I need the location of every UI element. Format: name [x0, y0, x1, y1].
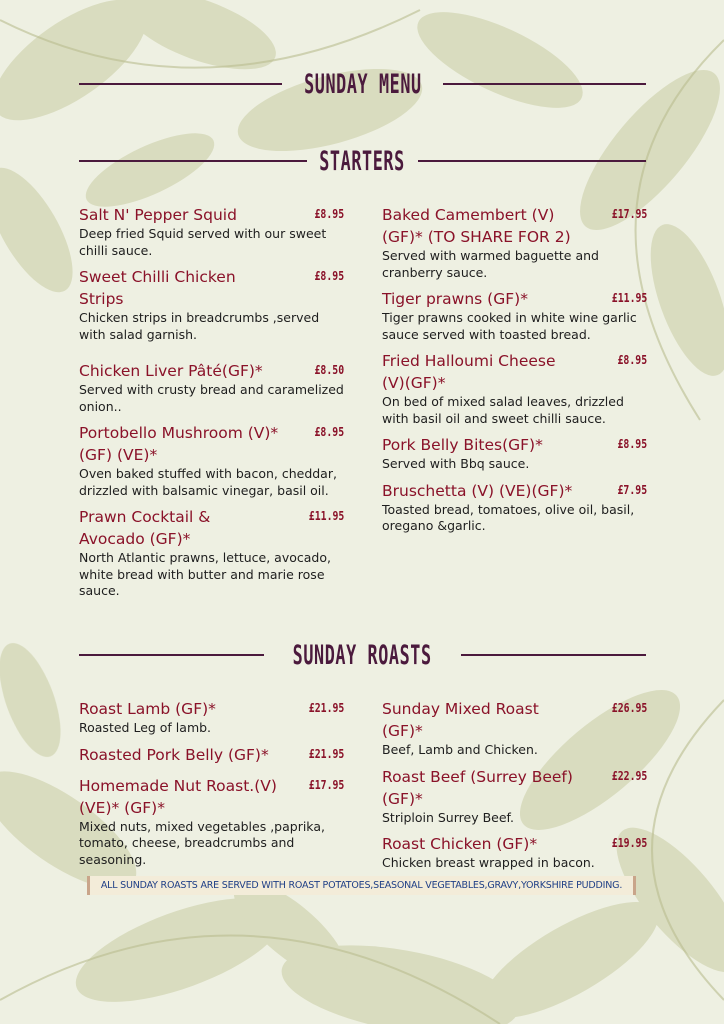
item-price: £17.95: [611, 207, 647, 221]
item-name: Sunday Mixed Roast (GF)*: [382, 700, 539, 740]
item-name: Homemade Nut Roast.(V) (VE)* (GF)*: [79, 776, 277, 817]
section-title-starters: STARTERS: [319, 145, 406, 177]
item-description: Served with Bbq sauce.: [382, 456, 530, 471]
starters-right-column: [382, 204, 647, 535]
item-price: £21.95: [308, 701, 344, 715]
item-name: Prawn Cocktail & Avocado (GF)*: [79, 508, 211, 548]
item-description: Served with warmed baguette and cranberry sauce.: [382, 248, 599, 280]
page-title: SUNDAY MENU: [303, 68, 422, 100]
item-name: Roast Chicken (GF)*: [382, 835, 538, 853]
item-name: Baked Camembert (V)(GF)* (TO SHARE FOR 2): [382, 206, 571, 246]
menu-item: [382, 833, 647, 872]
item-description: Striploin Surrey Beef.: [382, 809, 514, 825]
sunday-roasts-header: [79, 633, 646, 677]
item-name: Bruschetta (V) (VE)(GF)*: [382, 481, 573, 500]
item-name: Tiger prawns (GF)*: [382, 290, 528, 308]
menu-item: [382, 480, 647, 535]
item-price: £8.50: [314, 363, 344, 377]
item-price: £7.95: [617, 482, 647, 497]
menu-item: [382, 434, 647, 473]
menu-item: [79, 698, 344, 737]
menu-item: [382, 766, 647, 827]
menu-item: [382, 350, 647, 427]
item-name: Salt N' Pepper Squid: [79, 206, 237, 224]
menu-item: [382, 288, 647, 343]
roasts-right-column: [382, 698, 647, 872]
header-rule-left: [79, 83, 282, 85]
item-price: £19.95: [611, 836, 647, 850]
header-rule-right: [461, 654, 646, 656]
item-name: Chicken Liver Pâté(GF)*: [79, 362, 263, 380]
section-title-roasts: SUNDAY ROASTS: [292, 639, 433, 671]
item-price: £11.95: [611, 291, 647, 305]
item-price: £8.95: [617, 353, 647, 367]
item-price: £8.95: [314, 207, 344, 221]
menu-item: [382, 698, 647, 759]
item-price: £8.95: [617, 437, 647, 451]
header-rule-left: [79, 160, 307, 162]
item-name: Fried Halloumi Cheese (V)(GF)*: [382, 352, 556, 392]
header-rule-right: [418, 160, 646, 162]
menu-item: [79, 360, 344, 415]
menu-item: [79, 744, 344, 766]
roasts-note-banner: [87, 876, 636, 895]
menu-item: [79, 204, 344, 259]
starters-header: [79, 139, 646, 183]
item-price: £8.95: [314, 425, 344, 439]
item-price: £21.95: [308, 746, 344, 761]
item-price: £17.95: [308, 777, 344, 792]
item-price: £8.95: [314, 269, 344, 283]
item-description: Toasted bread, tomatoes, olive oil, basil, oregano &garlic.: [382, 501, 635, 533]
menu-item: [79, 506, 344, 600]
header-rule-left: [79, 654, 264, 656]
menu-item: [79, 775, 344, 869]
menu-item: [79, 422, 344, 499]
sunday-menu-header: [79, 62, 646, 106]
item-name: Sweet Chilli Chicken Strips: [79, 268, 236, 308]
item-description: Chicken breast wrapped in bacon.: [382, 855, 595, 870]
item-description: Served with crusty bread and caramelized onion..: [79, 382, 344, 414]
roasts-left-column: [79, 698, 344, 868]
item-name: Roast Lamb (GF)*: [79, 700, 216, 718]
item-name: Roasted Pork Belly (GF)*: [79, 745, 269, 764]
menu-item: [382, 204, 647, 281]
item-description: North Atlantic prawns, lettuce, avocado, white bread with butter and marie rose sauce.: [79, 550, 331, 598]
item-description: Tiger prawns cooked in white wine garlic sauce served with toasted bread.: [382, 310, 637, 342]
item-name: Portobello Mushroom (V)* (GF) (VE)*: [79, 424, 279, 464]
header-rule-right: [443, 83, 646, 85]
roasts-note-text: ALL SUNDAY ROASTS ARE SERVED WITH ROAST POTATOES,SEASONAL VEGETABLES,GRAVY,YORKSHIRE PUDDING.: [100, 880, 623, 891]
item-description: Mixed nuts, mixed vegetables ,paprika, tomato, cheese, breadcrumbs and seasoning.: [79, 818, 325, 867]
item-description: Oven baked stuffed with bacon, cheddar, drizzled with balsamic vinegar, basil oil.: [79, 466, 337, 498]
item-description: Roasted Leg of lamb.: [79, 720, 212, 735]
starters-left-column: [79, 204, 344, 600]
item-description: Beef, Lamb and Chicken.: [382, 742, 538, 757]
item-price: £26.95: [611, 701, 647, 715]
item-price: £11.95: [308, 509, 344, 523]
item-price: £22.95: [611, 768, 647, 783]
item-description: On bed of mixed salad leaves, drizzled with basil oil and sweet chilli sauce.: [382, 394, 624, 426]
item-name: Pork Belly Bites(GF)*: [382, 436, 543, 454]
item-description: Chicken strips in breadcrumbs ,served with salad garnish.: [79, 310, 320, 342]
item-name: Roast Beef (Surrey Beef) (GF)*: [382, 767, 573, 808]
item-description: Deep fried Squid served with our sweet chilli sauce.: [79, 226, 327, 258]
menu-item: [79, 266, 344, 343]
